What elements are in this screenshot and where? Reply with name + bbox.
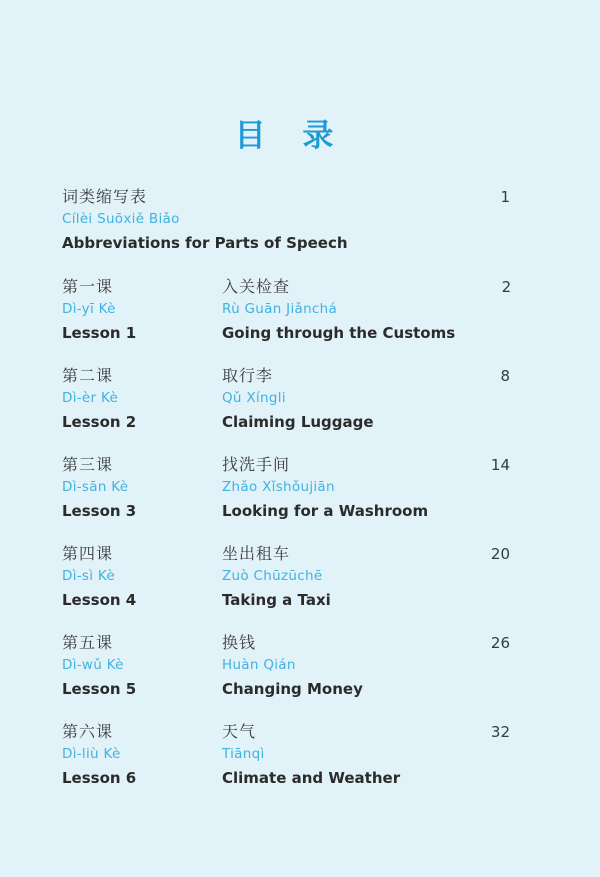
front-matter-zh: 词类缩写表 (62, 187, 148, 206)
lesson-entry (62, 276, 510, 345)
front-matter-pinyin: Cílèi Suōxiě Biǎo (62, 211, 180, 227)
lesson-pinyin-title: Tiānqì (222, 746, 265, 762)
lesson-en-label: Lesson 5 (62, 680, 137, 698)
lesson-zh-label: 第六课 (62, 722, 114, 741)
lesson-en-label: Lesson 4 (62, 591, 137, 609)
front-matter-page-number: 1 (500, 188, 510, 206)
lesson-en-title: Climate and Weather (222, 769, 401, 787)
front-matter-entry (62, 186, 510, 255)
lesson-en-label: Lesson 2 (62, 413, 137, 431)
lesson-zh-title: 坐出租车 (222, 544, 291, 563)
lesson-en-title: Changing Money (222, 680, 363, 698)
lesson-zh-title: 找洗手间 (222, 455, 291, 474)
lesson-entry (62, 365, 510, 434)
lesson-entry (62, 543, 510, 612)
lesson-pinyin-label: Dì-liù Kè (62, 746, 121, 762)
lesson-entry (62, 632, 510, 701)
lesson-entry (62, 454, 510, 523)
lesson-zh-label: 第二课 (62, 366, 114, 385)
lesson-en-title: Claiming Luggage (222, 413, 374, 431)
lesson-page-number: 20 (490, 545, 510, 563)
lesson-page-number: 32 (490, 723, 510, 741)
lesson-pinyin-label: Dì-wǔ Kè (62, 657, 124, 673)
lesson-zh-title: 取行李 (222, 366, 274, 385)
lesson-en-title: Going through the Customs (222, 324, 456, 342)
page-title: 目 录 (234, 118, 336, 154)
lesson-zh-title: 天气 (222, 722, 257, 741)
lesson-page-number: 2 (501, 278, 512, 296)
lesson-entry (62, 721, 510, 790)
lesson-zh-label: 第一课 (62, 277, 114, 296)
lesson-pinyin-label: Dì-sì Kè (62, 568, 115, 584)
lesson-zh-label: 第三课 (62, 455, 114, 474)
lesson-en-title: Taking a Taxi (222, 591, 331, 609)
lesson-pinyin-title: Zhǎo Xǐshǒujiān (222, 479, 335, 495)
lesson-zh-label: 第五课 (62, 633, 114, 652)
lesson-pinyin-title: Rù Guān Jiǎnchá (222, 301, 338, 317)
lesson-pinyin-label: Dì-èr Kè (62, 390, 119, 406)
lesson-zh-title: 入关检查 (222, 277, 291, 296)
lesson-pinyin-label: Dì-sān Kè (62, 479, 129, 495)
lesson-en-label: Lesson 6 (62, 769, 137, 787)
lesson-pinyin-label: Dì-yī Kè (62, 301, 116, 317)
lesson-page-number: 8 (500, 367, 510, 385)
lesson-zh-title: 换钱 (222, 633, 257, 652)
front-matter-en: Abbreviations for Parts of Speech (62, 234, 348, 252)
lesson-en-label: Lesson 3 (62, 502, 137, 520)
lesson-pinyin-title: Huàn Qián (222, 657, 296, 673)
lesson-page-number: 14 (490, 456, 510, 474)
lesson-page-number: 26 (490, 634, 510, 652)
lesson-pinyin-title: Qǔ Xíngli (222, 390, 286, 406)
lesson-en-label: Lesson 1 (62, 324, 137, 342)
lesson-zh-label: 第四课 (62, 544, 114, 563)
lesson-pinyin-title: Zuò Chūzūchē (222, 568, 323, 584)
lesson-en-title: Looking for a Washroom (222, 502, 429, 520)
